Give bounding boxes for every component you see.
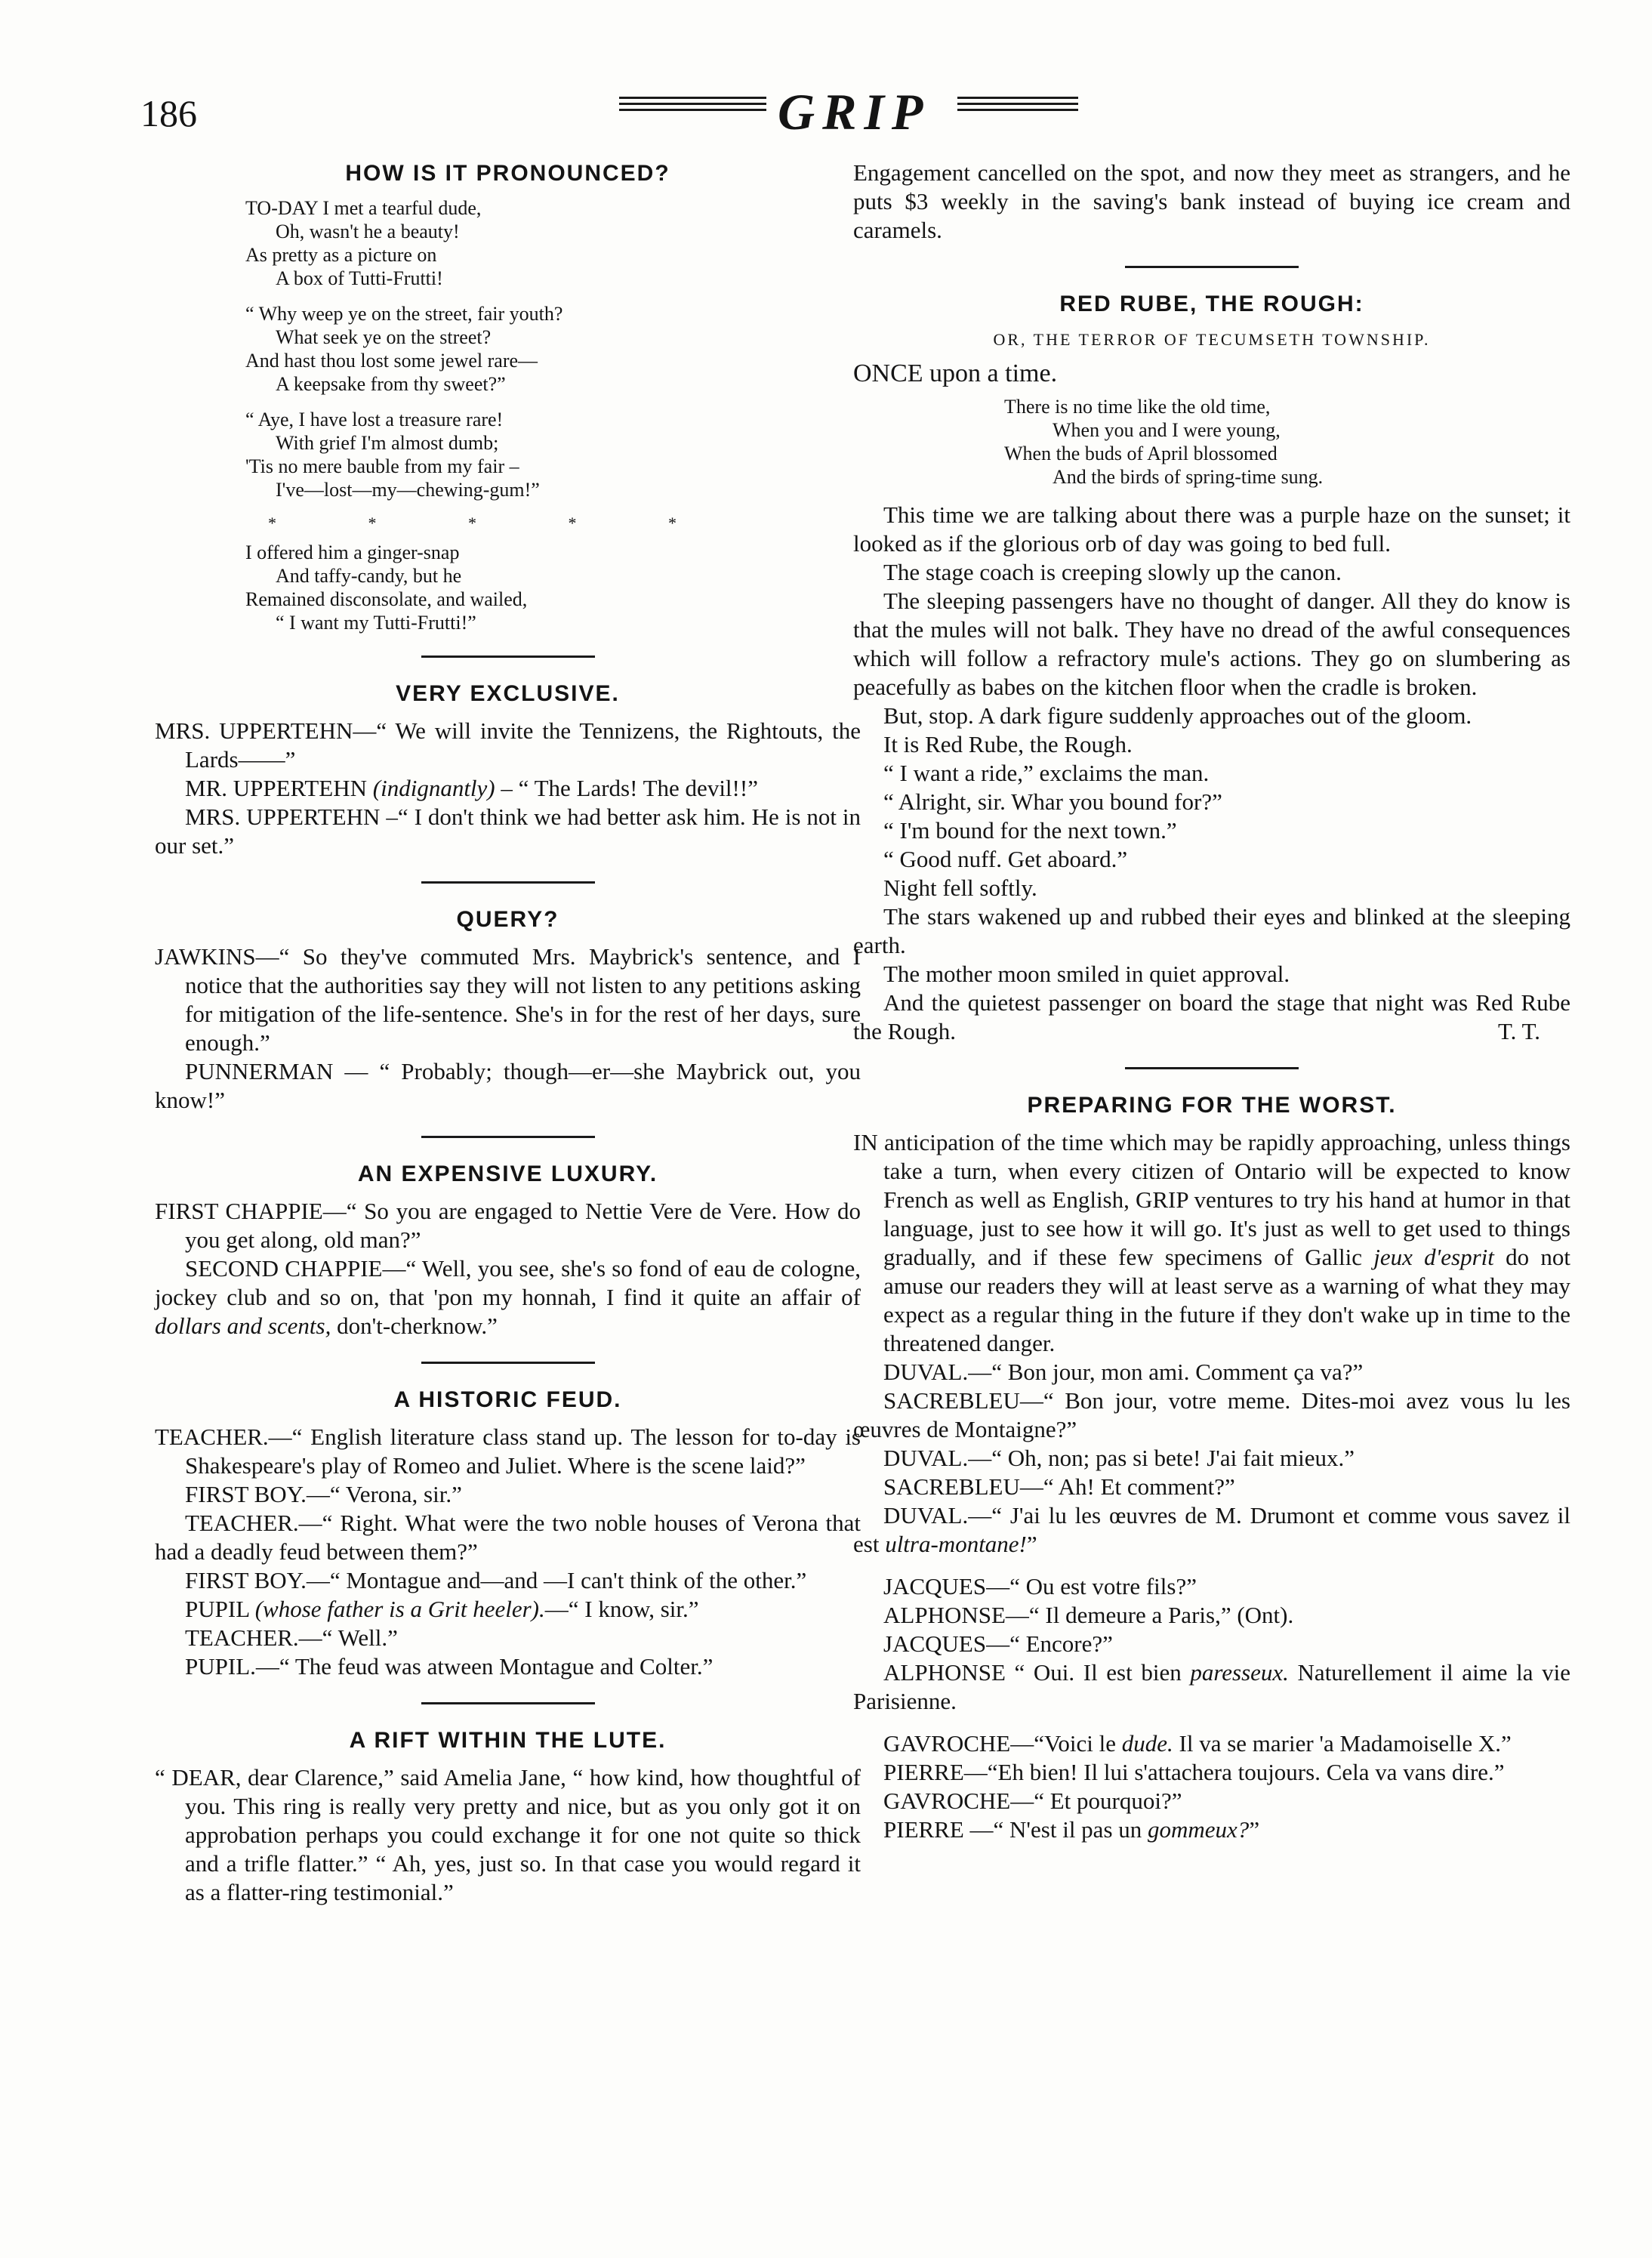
- section-divider: [1125, 1067, 1299, 1069]
- paragraph: TEACHER.—“ Well.”: [185, 1624, 398, 1651]
- article-title: A HISTORIC FEUD.: [393, 1387, 622, 1412]
- paragraph: PUPIL.—“ The feud was atween Montague and Colter.”: [185, 1653, 714, 1680]
- section-divider: [421, 1702, 595, 1704]
- paragraph: JAWKINS—“ So they've commuted Mrs. Maybrick's sentence, and I notice that the authorities say they will not listen to any petitions asking for mitigation of the life-sentence. She's in for the rest of her days, sure enough.”: [155, 943, 861, 1056]
- paragraph: This time we are talking about there was a purple haze on the sunset; it looked as if the glorious orb of day was going to bed full.: [853, 501, 1570, 557]
- paragraph: FIRST BOY.—“ Montague and—and —I can't think of the other.”: [185, 1567, 807, 1593]
- paragraph: MRS. UPPERTEHN –“ I don't think we had better ask him. He is not in our set.”: [155, 804, 861, 859]
- poem-stanza: TO-DAY I met a tearful dude, Oh, wasn't he a beauty! As pretty as a picture on A box of Tutti-Frutti!: [245, 197, 482, 289]
- article-title: QUERY?: [456, 907, 559, 932]
- paragraph: MR. UPPERTEHN (indignantly) – “ The Lards! The devil!!”: [185, 775, 758, 801]
- paragraph: “ Good nuff. Get aboard.”: [883, 846, 1128, 872]
- paragraph: MRS. UPPERTEHN—“ We will invite the Tennizens, the Rightouts, the Lards——”: [155, 717, 861, 773]
- section-divider: [1125, 266, 1299, 268]
- poem-stanza: There is no time like the old time, When you and I were young, When the buds of April blossomed And the birds of spring-time sung.: [1004, 396, 1324, 488]
- article-subtitle: OR, THE TERROR OF TECUMSETH TOWNSHIP.: [993, 330, 1431, 349]
- ornament-right: [957, 97, 1078, 115]
- paragraph: IN anticipation of the time which may be rapidly approaching, unless things take a turn, when every citizen of Ontario will be expected to know French as well as English, GRIP ventures to try his hand at humor in that language, just to see how it will go. It's just as well to get used to things gradually, and if these few specimens of Gallic jeux d'esprit do not amuse our readers they will at least serve as a warning of what they may expect as a regular thing in the future if they don't wake up in time to the threatened danger.: [853, 1129, 1571, 1356]
- paragraph: PIERRE —“ N'est il pas un gommeux?”: [883, 1816, 1260, 1843]
- paragraph: SECOND CHAPPIE—“ Well, you see, she's so fond of eau de cologne, jockey club and so on, that 'pon my honnah, I find it quite an affair of dollars and scents, don't-cherknow.”: [155, 1255, 861, 1339]
- section-divider: [421, 881, 595, 884]
- paragraph: The stage coach is creeping slowly up the canon.: [883, 559, 1342, 585]
- paragraph: ONCE upon a time.: [853, 359, 1058, 387]
- section-divider: [421, 1136, 595, 1138]
- paragraph: Engagement cancelled on the spot, and now they meet as strangers, and he puts $3 weekly in the saving's bank instead of buying ice cream and caramels.: [853, 159, 1570, 243]
- paragraph: The mother moon smiled in quiet approval.: [883, 961, 1290, 987]
- paragraph: PUPIL (whose father is a Grit heeler).—“ I know, sir.”: [185, 1596, 699, 1622]
- right-column: [853, 159, 1570, 1844]
- left-column: [155, 159, 861, 1907]
- paragraph: “ DEAR, dear Clarence,” said Amelia Jane, “ how kind, how thoughtful of you. This ring is really very pretty and nice, but as you only got it on approbation perhaps you could exchange it for one not quite so thick and a trifle flatter.” “ Ah, yes, just so. In that case you would regard it as a flatter-ring testimonial.”: [155, 1764, 861, 1905]
- poem-stanza: “ Aye, I have lost a treasure rare! With grief I'm almost dumb; 'Tis no mere bauble from my fair – I've—lost—my—chewing-gum!”: [245, 409, 540, 501]
- paragraph: Night fell softly.: [883, 875, 1037, 901]
- poem-stanza: “ Why weep ye on the street, fair youth? What seek ye on the street? And hast thou lost some jewel rare— A keepsake from thy sweet?”: [245, 303, 563, 395]
- page-number: 186: [140, 92, 197, 134]
- paragraph: SACREBLEU—“ Bon jour, votre meme. Dites-moi avez vous lu les œuvres de Montaigne?”: [853, 1387, 1570, 1442]
- paragraph: TEACHER.—“ English literature class stand up. The lesson for to-day is Shakespeare's play of Romeo and Juliet. Where is the scene laid?”: [155, 1424, 861, 1479]
- paragraph: “ Alright, sir. Whar you bound for?”: [883, 788, 1222, 815]
- section-divider: [421, 1362, 595, 1364]
- masthead-title: GRIP: [778, 83, 931, 140]
- paragraph: But, stop. A dark figure suddenly approaches out of the gloom.: [883, 702, 1472, 729]
- poem-stanza: I offered him a ginger-snap And taffy-candy, but he Remained disconsolate, and wailed, “ I want my Tutti-Frutti!”: [245, 541, 528, 634]
- article-title: RED RUBE, THE ROUGH:: [1059, 292, 1364, 316]
- article-title: AN EXPENSIVE LUXURY.: [357, 1161, 658, 1186]
- paragraph: ALPHONSE—“ Il demeure a Paris,” (Ont).: [883, 1602, 1294, 1628]
- paragraph: TEACHER.—“ Right. What were the two noble houses of Verona that had a deadly feud between them?”: [155, 1510, 861, 1565]
- asterism: * * * * *: [268, 514, 720, 532]
- paragraph: GAVROCHE—“Voici le dude. Il va se marier 'a Madamoiselle X.”: [883, 1730, 1512, 1757]
- article-title: HOW IS IT PRONOUNCED?: [345, 161, 670, 186]
- paragraph: PIERRE—“Eh bien! Il lui s'attachera toujours. Cela va vans dire.”: [883, 1759, 1505, 1785]
- paragraph: FIRST CHAPPIE—“ So you are engaged to Nettie Vere de Vere. How do you get along, old man?”: [155, 1198, 861, 1253]
- paragraph: DUVAL.—“ Oh, non; pas si bete! J'ai fait mieux.”: [883, 1445, 1355, 1471]
- section-divider: [421, 655, 595, 658]
- paragraph: And the quietest passenger on board the stage that night was Red Rube the Rough. T. T.: [853, 989, 1570, 1044]
- paragraph: GAVROCHE—“ Et pourquoi?”: [883, 1788, 1182, 1814]
- paragraph: DUVAL.—“ Bon jour, mon ami. Comment ça va?”: [883, 1359, 1364, 1385]
- paragraph: “ I'm bound for the next town.”: [883, 817, 1177, 844]
- article-title: PREPARING FOR THE WORST.: [1027, 1093, 1397, 1118]
- paragraph: FIRST BOY.—“ Verona, sir.”: [185, 1481, 462, 1507]
- article-title: A RIFT WITHIN THE LUTE.: [349, 1728, 667, 1753]
- ornament-left: [619, 97, 766, 115]
- article-title: VERY EXCLUSIVE.: [396, 681, 620, 706]
- paragraph: DUVAL.—“ J'ai lu les œuvres de M. Drumont et comme vous savez il est ultra-montane!”: [853, 1502, 1570, 1557]
- paragraph: It is Red Rube, the Rough.: [883, 731, 1133, 757]
- paragraph: ALPHONSE “ Oui. Il est bien paresseux. Naturellement il aime la vie Parisienne.: [853, 1659, 1571, 1714]
- paragraph: JACQUES—“ Encore?”: [883, 1630, 1113, 1657]
- masthead: [0, 0, 1652, 151]
- paragraph: The sleeping passengers have no thought of danger. All they do know is that the mules will not balk. They have no dread of the awful consequences which will follow a refractory mule's actions. They go on slumbering as peacefully as babes on the kitchen floor when the cradle is broken.: [853, 588, 1570, 700]
- paragraph: The stars wakened up and rubbed their eyes and blinked at the sleeping earth.: [853, 903, 1570, 958]
- paragraph: PUNNERMAN — “ Probably; though—er—she Maybrick out, you know!”: [155, 1058, 861, 1113]
- paragraph: “ I want a ride,” exclaims the man.: [883, 760, 1210, 786]
- paragraph: JACQUES—“ Ou est votre fils?”: [883, 1573, 1197, 1599]
- signature: T. T.: [1498, 1018, 1540, 1044]
- paragraph: SACREBLEU—“ Ah! Et comment?”: [883, 1473, 1235, 1500]
